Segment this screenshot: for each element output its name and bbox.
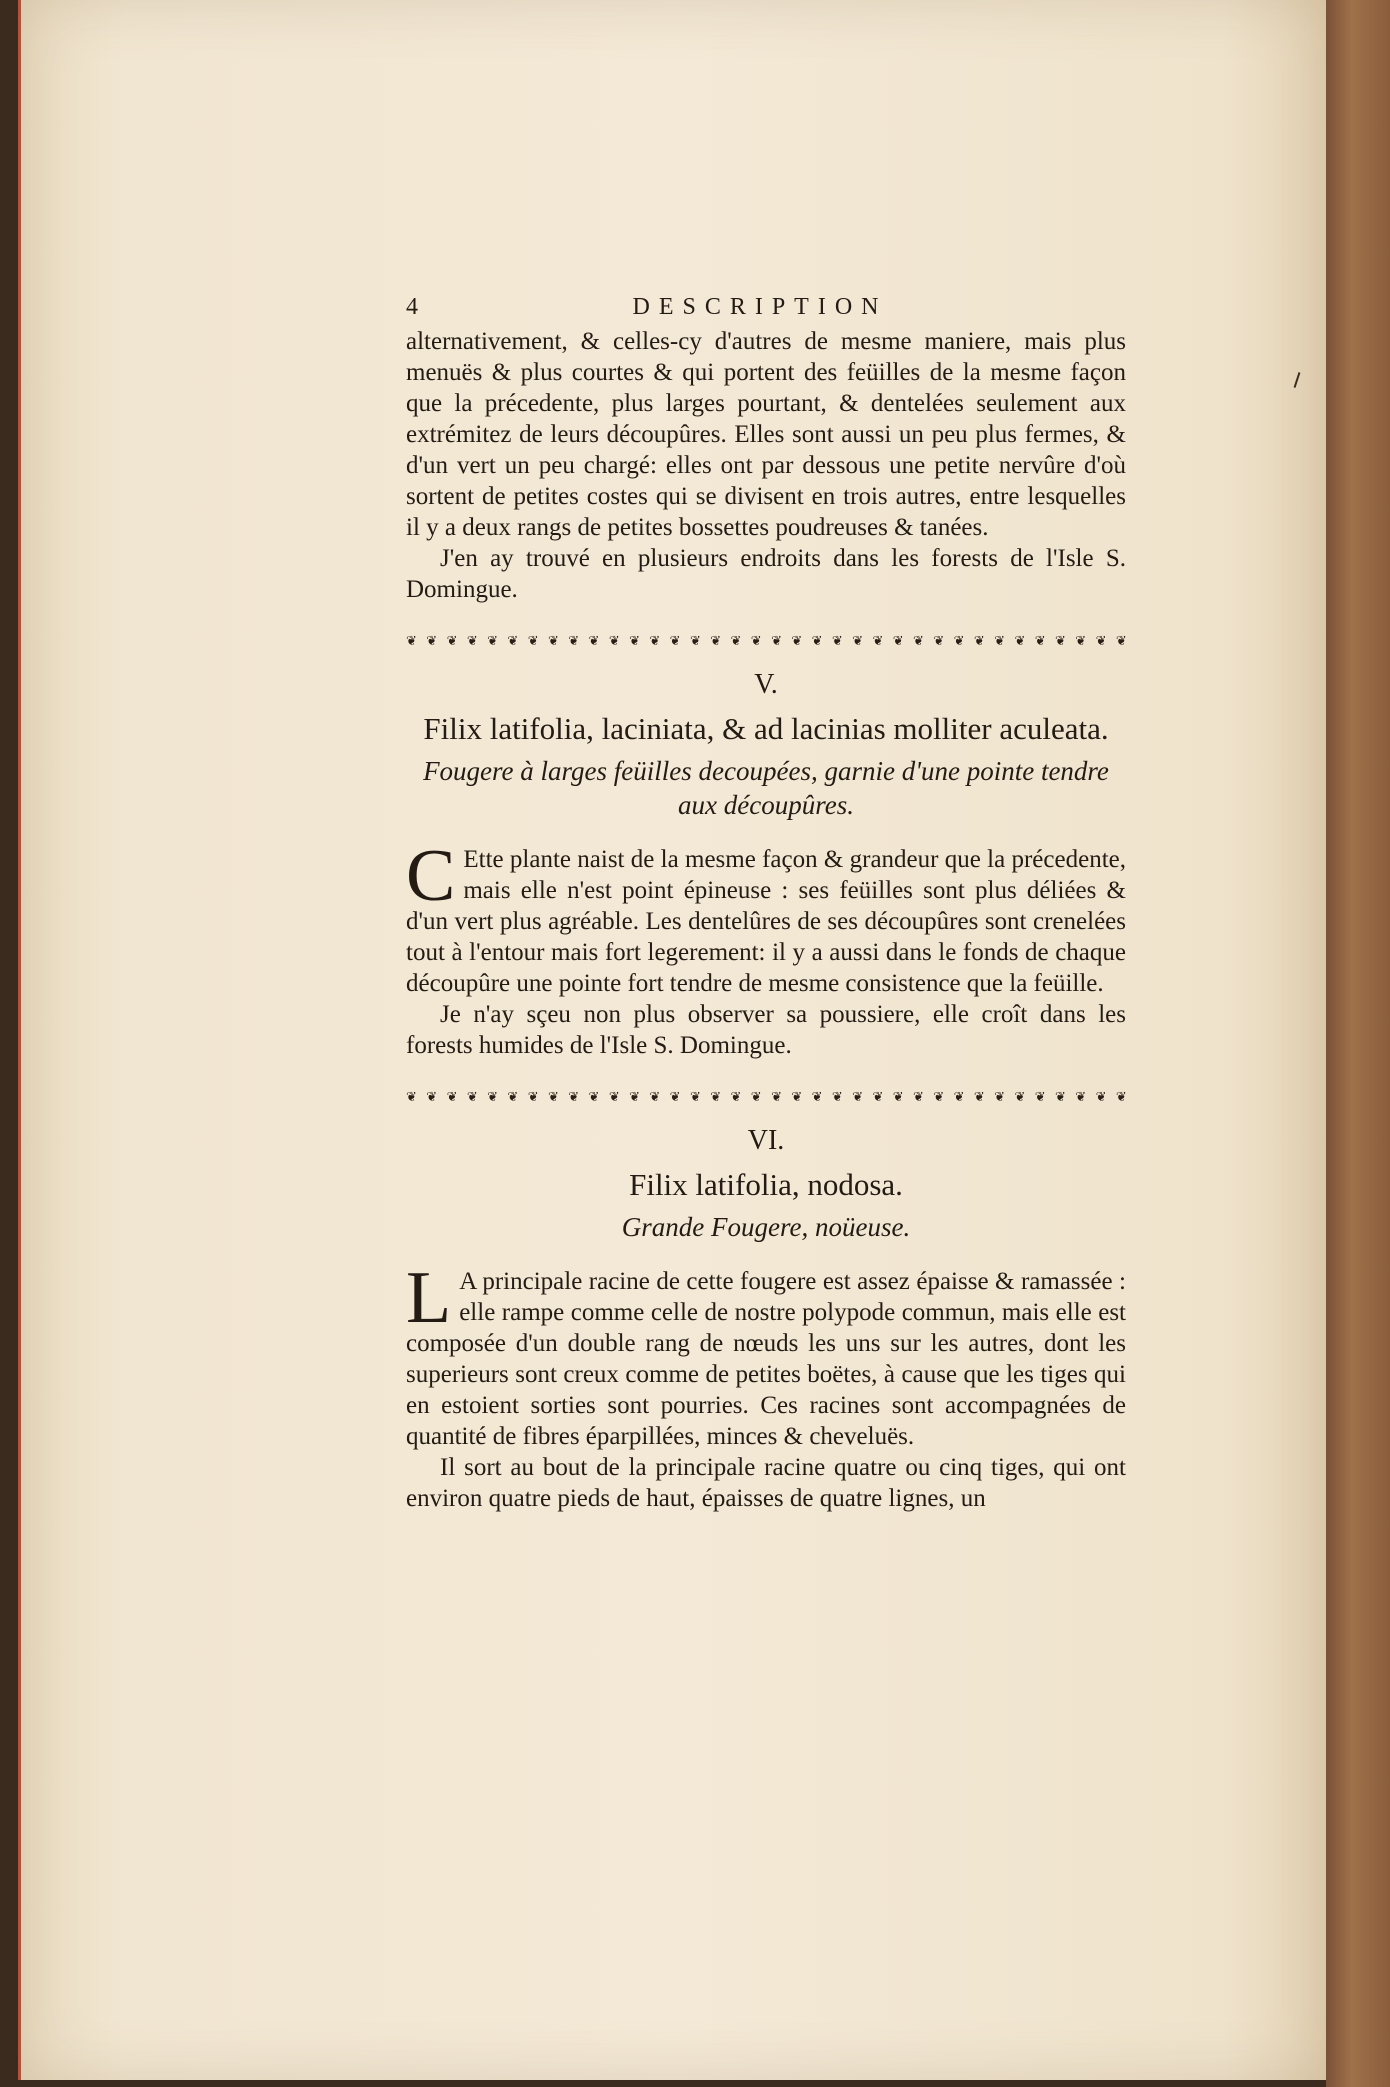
running-head: DESCRIPTION: [632, 294, 888, 320]
section-vi-body: [406, 1257, 1126, 1452]
continuation-paragraph: alternativement, & celles-cy d'autres de mesme maniere, mais plus menuës & plus courtes & qui portent des feüilles de la mesme façon que la précedente, plus larges pourtant, & dentelées seulement aux extrémitez de leurs découpûres. Elles sont aussi un peu plus fermes, & d'un vert un peu chargé: elles ont par dessous une petite nervûre d'où sortent de petites costes qui se divisent en trois autres, entre lesquelles il y a deux rangs de petites bossettes poudreuses & tanées.: [406, 328, 1126, 541]
drop-cap-c: C: [406, 835, 456, 917]
french-title-vi: Grande Fougere, noüeuse.: [621, 1212, 911, 1242]
section-number-vi: VI.: [747, 1125, 785, 1156]
section-v-text: Ette plante naist de la mesme façon & grandeur que la précedente, mais elle n'est point épineuse : ses feüilles sont plus déliées & d'un vert plus agréable. Les dentelûres de ses découpûres sont crenelées tout à l'entour mais fort legerement: il y a aussi dans le fonds de chaque découpûre une pointe fort tendre de mesme consistence que la feüille.: [406, 846, 1126, 997]
section-vi-text: A principale racine de cette fougere est assez épaisse & ramassée : elle rampe comme celle de nostre polypode commun, mais elle est composée d'un double rang de nœuds les uns sur les autres, dont les superieurs sont creux comme de petites boëtes, à cause que les tiges qui en estoient sorties sont pourries. Ces racines sont accompagnées de quantité de fibres éparpillées, minces & cheveluës.: [406, 1268, 1126, 1450]
drop-cap-l: L: [406, 1257, 452, 1339]
latin-title-v: Filix latifolia, laciniata, & ad lacinias molliter aculeata.: [423, 711, 1109, 746]
page-content: [406, 292, 1126, 1514]
section-number-v: V.: [754, 669, 778, 700]
habitat-paragraph: J'en ay trouvé en plusieurs endroits dans les forests de l'Isle S. Domingue.: [406, 545, 1126, 603]
latin-title-vi: Filix latifolia, nodosa.: [629, 1167, 903, 1202]
page-number: 4: [406, 294, 418, 320]
book-page: [18, 0, 1326, 2080]
margin-mark: [1294, 372, 1301, 388]
ornament-divider-1: ❦ ❦ ❦ ❦ ❦ ❦ ❦ ❦ ❦ ❦ ❦ ❦ ❦ ❦ ❦ ❦ ❦ ❦ ❦ ❦ ❦ ❦ ❦ ❦ ❦ ❦ ❦ ❦ ❦ ❦ ❦ ❦ ❦ ❦ ❦ ❦: [406, 633, 1126, 647]
book-edge: [1326, 0, 1390, 2087]
ornament-divider-2: ❦ ❦ ❦ ❦ ❦ ❦ ❦ ❦ ❦ ❦ ❦ ❦ ❦ ❦ ❦ ❦ ❦ ❦ ❦ ❦ ❦ ❦ ❦ ❦ ❦ ❦ ❦ ❦ ❦ ❦ ❦ ❦ ❦ ❦ ❦ ❦: [406, 1089, 1126, 1103]
page-header: [406, 292, 1126, 326]
french-title-v: Fougere à larges feüilles decoupées, garnie d'une pointe tendre aux découpûres.: [423, 756, 1109, 820]
section-vi-body2: Il sort au bout de la principale racine quatre ou cinq tiges, qui ont environ quatre pieds de haut, épaisses de quatre lignes, un: [406, 1454, 1126, 1512]
section-v-note: Je n'ay sçeu non plus observer sa poussiere, elle croît dans les forests humides de l'Isle S. Domingue.: [406, 1001, 1126, 1059]
section-v-body: [406, 835, 1126, 999]
